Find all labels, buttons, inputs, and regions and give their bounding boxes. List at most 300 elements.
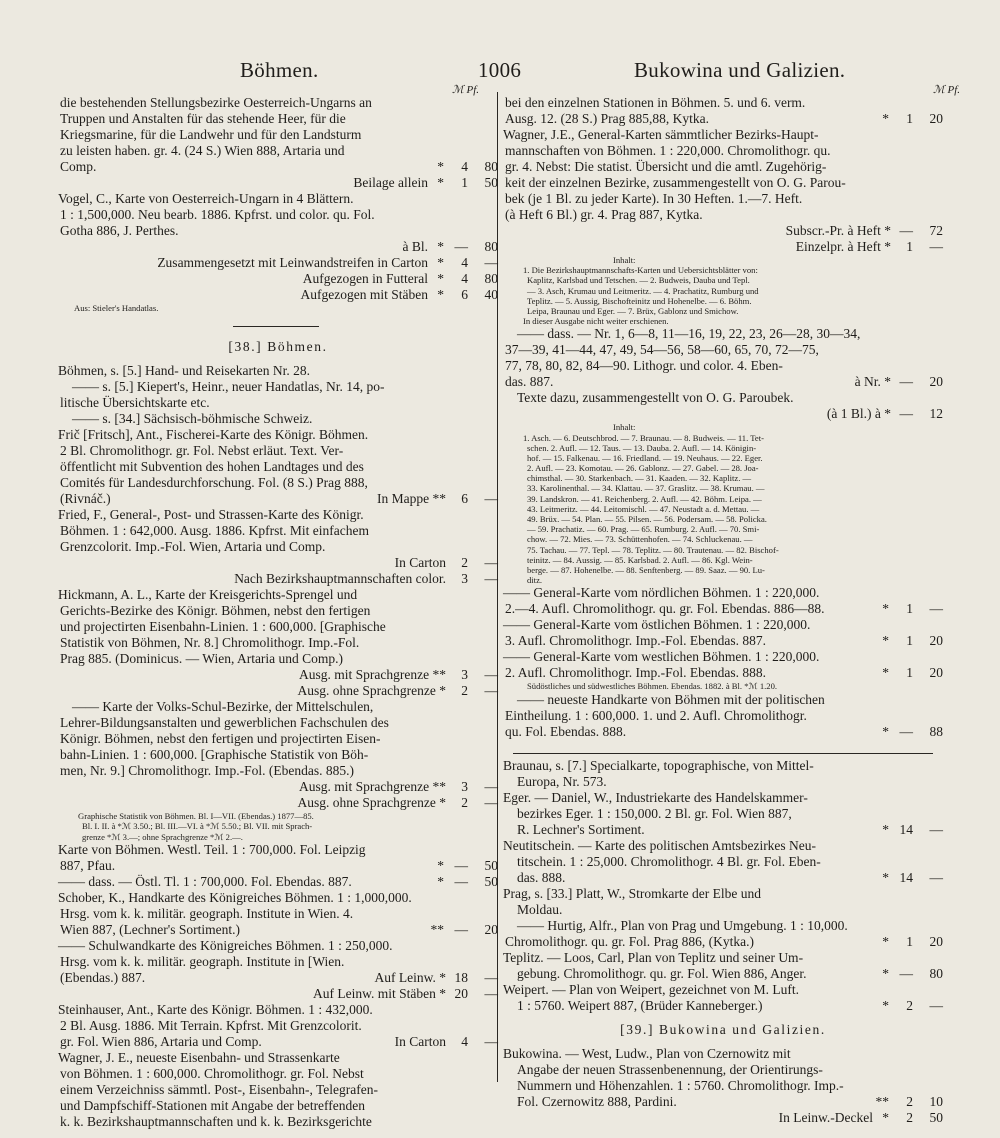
- running-head-left: Böhmen.: [240, 58, 319, 82]
- line-text: —— General-Karte vom westlichen Böhmen. 1 : 220,000.: [503, 649, 820, 665]
- line-text: Ausg. mit Sprachgrenze **: [299, 667, 446, 683]
- line-text: Comités für Landesdurchforschung. Fol. (8 S.) Prag 888,: [60, 475, 368, 491]
- catalog-line: [58, 363, 498, 379]
- catalog-line: [58, 832, 498, 842]
- catalog-line: [503, 358, 943, 374]
- catalog-line: [503, 342, 943, 358]
- line-text: Truppen und Anstalten für das stehende Heer, für die: [60, 111, 346, 126]
- price-pfennig-value: 80: [484, 159, 498, 174]
- line-text: Eintheilung. 1 : 600,000. 1. und 2. Aufl. Chromolithogr.: [505, 707, 807, 723]
- catalog-line: [503, 143, 943, 159]
- catalog-line: [503, 918, 943, 934]
- catalog-line: [58, 303, 498, 313]
- catalog-line: [58, 175, 498, 191]
- catalog-line: [503, 758, 943, 774]
- line-text: keit der einzelnen Bezirke, zusammengestellt von O. G. Parou-: [505, 175, 846, 190]
- section-rule: [58, 321, 498, 331]
- line-text: Prag, s. [33.] Platt, W., Stromkarte der Elbe und: [503, 885, 761, 901]
- price-pfennig-value: 50: [484, 873, 498, 889]
- catalog-line: [58, 922, 498, 938]
- catalog-line: [58, 239, 498, 255]
- section-heading: [38.] Böhmen.: [228, 339, 328, 355]
- price-mark-value: —: [899, 374, 913, 390]
- price-pfennig-value: 20: [929, 633, 943, 649]
- catalog-line: [503, 708, 943, 724]
- line-text: (à 1 Bl.) à *: [826, 406, 891, 422]
- price-mark: *: [437, 857, 444, 873]
- line-text: 2.—4. Aufl. Chromolithogr. qu. gr. Fol. Ebendas. 886—88.: [505, 601, 825, 617]
- catalog-line: [58, 970, 498, 986]
- line-text: —— neueste Handkarte von Böhmen mit der politischen: [517, 691, 825, 707]
- line-text: 77, 78, 80, 82, 84—90. Lithogr. und color. 4. Eben-: [505, 358, 783, 374]
- price-mark: *: [437, 271, 444, 286]
- line-text: bei den einzelnen Stationen in Böhmen. 5. und 6. verm.: [505, 95, 806, 110]
- price-pfennig-value: 12: [929, 406, 943, 422]
- catalog-line: [58, 287, 498, 303]
- price-mark-value: 4: [461, 271, 468, 286]
- price-pfennig-value: 20: [929, 111, 943, 126]
- catalog-line: [503, 617, 943, 633]
- line-text: Aus: Stieler's Handatlas.: [74, 303, 159, 313]
- line-text: In Carton: [394, 555, 446, 571]
- catalog-line: [58, 95, 498, 111]
- line-text: Comp.: [60, 159, 97, 174]
- catalog-line: [58, 271, 498, 287]
- catalog-line: [503, 1078, 943, 1094]
- catalog-line: [58, 555, 498, 571]
- line-text: In Leinw.-Deckel: [778, 1109, 873, 1125]
- line-text: Ausg. ohne Sprachgrenze *: [297, 795, 446, 811]
- catalog-line: [503, 207, 943, 223]
- catalog-line: [58, 842, 498, 858]
- line-text: R. Lechner's Sortiment.: [517, 821, 645, 837]
- price-pfennig-value: —: [929, 239, 943, 254]
- price-qualifier: à Nr. *: [854, 374, 891, 390]
- catalog-line: [503, 886, 943, 902]
- catalog-line: [58, 1098, 498, 1114]
- catalog-line: [503, 111, 943, 127]
- price-pfennig-value: 72: [929, 223, 943, 238]
- catalog-line: [58, 747, 498, 763]
- price-mark: *: [882, 821, 889, 837]
- catalog-line: [503, 390, 943, 406]
- catalog-line: [503, 1110, 943, 1126]
- catalog-line: [503, 504, 943, 514]
- catalog-line: [503, 433, 943, 443]
- line-text: bahn-Linien. 1 : 600,000. [Graphische Statistik von Böh-: [60, 747, 369, 763]
- line-text: das. 888.: [517, 869, 566, 885]
- line-text: —— Schulwandkarte des Königreiches Böhmen. 1 : 250,000.: [58, 937, 393, 953]
- line-text: 1 : 5760. Weipert 887, (Brüder Kanneberger.): [517, 997, 763, 1013]
- line-text: hof. — 15. Falkenau. — 16. Friedland. — 19. Neuhaus. — 22. Eger.: [527, 452, 763, 463]
- price-mark-value: —: [899, 223, 913, 238]
- catalog-line: [503, 127, 943, 143]
- catalog-line: [58, 427, 498, 443]
- catalog-line: [58, 143, 498, 159]
- line-text: Nummern und Höhenzahlen. 1 : 5760. Chromolithogr. Imp.-: [517, 1077, 844, 1093]
- catalog-line: [503, 406, 943, 422]
- catalog-line: [503, 191, 943, 207]
- line-text: Böhmen, s. [5.] Hand- und Reisekarten Nr. 28.: [58, 363, 310, 379]
- catalog-line: [503, 255, 943, 265]
- catalog-line: [58, 858, 498, 874]
- line-text: (Rivnáč.): [60, 491, 111, 507]
- line-text: Statistik von Böhmen, Nr. 8.] Chromolithogr. Imp.-Fol.: [60, 635, 360, 651]
- price-mark-value: 1: [906, 665, 913, 681]
- line-text: 1. Asch. — 6. Deutschbrod. — 7. Braunau. — 8. Budweis. — 11. Tet-: [523, 432, 764, 443]
- currency-label-left: ℳ Pf.: [452, 84, 480, 96]
- line-text: Fried, F., General-, Post- und Strassen-Karte des Königr.: [58, 507, 364, 523]
- catalog-line: [503, 902, 943, 918]
- catalog-line: [503, 790, 943, 806]
- price-qualifier: In Mappe **: [377, 491, 446, 507]
- line-text: schen. 2. Aufl. — 12. Taus. — 13. Dauba. 2. Aufl. — 14. Königin-: [527, 442, 757, 453]
- catalog-line: [503, 316, 943, 326]
- catalog-line: [58, 603, 498, 619]
- line-text: Ausg. 12. (28 S.) Prag 885,88, Kytka.: [505, 111, 709, 126]
- line-text: bek (je 1 Bl. zu jeder Karte). In 30 Heften. 1.—7. Heft.: [505, 191, 803, 206]
- line-text: Inhalt:: [613, 422, 636, 433]
- line-text: Weipert. — Plan von Weipert, gezeichnet von M. Luft.: [503, 981, 799, 997]
- catalog-line: [58, 731, 498, 747]
- price-mark: *: [882, 665, 889, 681]
- catalog-line: [503, 649, 943, 665]
- line-text: das. 887.: [505, 374, 554, 390]
- line-text: Ausg. ohne Sprachgrenze *: [297, 683, 446, 699]
- line-text: —— Karte der Volks-Schul-Bezirke, der Mittelschulen,: [72, 699, 374, 715]
- line-text: men, Nr. 9.] Chromolithogr. Imp.-Fol. (Ebendas. 885.): [60, 763, 354, 779]
- line-text: —— dass. — Nr. 1, 6—8, 11—16, 19, 22, 23, 26—28, 30—34,: [517, 326, 861, 342]
- catalog-line: [58, 507, 498, 523]
- price-mark-value: —: [899, 406, 913, 422]
- line-text: Subscr.-Pr. à Heft *: [785, 223, 891, 238]
- currency-label-right: ℳ Pf.: [933, 84, 961, 96]
- line-text: 49. Brüx. — 54. Plan. — 55. Pilsen. — 56. Podersam. — 58. Policka.: [527, 514, 767, 524]
- price-mark-value: 1: [906, 933, 913, 949]
- line-text: ditz.: [527, 575, 543, 586]
- price-pfennig-value: 20: [929, 933, 943, 949]
- catalog-line: [503, 724, 943, 740]
- line-text: Aufgezogen in Futteral: [302, 271, 428, 286]
- line-text: 75. Tachau. — 77. Tepl. — 78. Teplitz. — 80. Trautenau. — 82. Bischof-: [527, 544, 779, 555]
- line-text: 2. Aufl. Chromolithogr. Imp.-Fol. Ebendas. 888.: [505, 665, 766, 681]
- catalog-line: [503, 692, 943, 708]
- line-text: Neutitschein. — Karte des politischen Amtsbezirkes Neu-: [503, 837, 817, 853]
- catalog-line: [58, 779, 498, 795]
- line-text: Kaplitz, Karlsbad und Tetschen. — 2. Budweis, Dauba und Tepl.: [527, 275, 750, 286]
- line-text: Karte von Böhmen. Westl. Teil. 1 : 700,000. Fol. Leipzig: [58, 841, 366, 857]
- catalog-line: [503, 555, 943, 565]
- catalog-line: [503, 306, 943, 316]
- line-text: — 3. Asch, Krumau und Leitmeritz. — 4. Prachatitz, Rumburg und: [527, 285, 759, 296]
- catalog-line: [503, 1062, 943, 1078]
- catalog-line: [58, 191, 498, 207]
- price-mark: *: [882, 1109, 889, 1125]
- price-mark-value: 2: [906, 1109, 913, 1125]
- catalog-line: [503, 239, 943, 255]
- line-text: grenze *ℳ 3.—; ohne Sprachgrenze *ℳ 2.—.: [82, 831, 243, 842]
- catalog-line: [503, 822, 943, 838]
- line-text: Einzelpr. à Heft *: [795, 239, 891, 254]
- price-pfennig-value: —: [484, 667, 498, 683]
- left-column: [58, 95, 498, 1130]
- price-pfennig-value: —: [484, 491, 498, 507]
- catalog-line: [503, 175, 943, 191]
- price-pfennig-value: —: [484, 255, 498, 270]
- spacer: [58, 355, 498, 363]
- line-text: Lehrer-Bildungsanstalten und gewerblichen Fachschulen des: [60, 715, 389, 731]
- line-text: 2 Bl. Chromolithogr. gr. Fol. Nebst erläut. Text. Ver-: [60, 443, 344, 459]
- catalog-line: [58, 1114, 498, 1130]
- line-text: einem Verzeichniss sämmtl. Post-, Eisenbahn-, Telegrafen-: [60, 1081, 378, 1097]
- spacer: [503, 740, 943, 748]
- price-mark-value: 1: [906, 111, 913, 126]
- catalog-line: [503, 665, 943, 681]
- price-pfennig-value: 20: [484, 921, 498, 937]
- line-text: —— dass. — Östl. Tl. 1 : 700,000. Fol. Ebendas. 887.: [58, 873, 352, 889]
- catalog-line: [503, 585, 943, 601]
- line-text: Ausg. mit Sprachgrenze **: [299, 779, 446, 795]
- line-text: — 59. Prachatiz. — 60. Prag. — 65. Rumburg. 2. Aufl. — 70. Smi-: [527, 524, 760, 535]
- line-text: Auf Leinw. mit Stäben *: [313, 985, 446, 1001]
- line-text: Böhmen. 1 : 642,000. Ausg. 1886. Kpfrst. Mit einfachem: [60, 523, 369, 539]
- catalog-line: [58, 874, 498, 890]
- price-mark-value: 6: [461, 491, 468, 507]
- catalog-line: [58, 938, 498, 954]
- line-text: litische Übersichtskarte etc.: [60, 395, 210, 411]
- catalog-line: [503, 514, 943, 524]
- catalog-line: [58, 339, 498, 355]
- line-text: die bestehenden Stellungsbezirke Oesterreich-Ungarns an: [60, 95, 372, 110]
- price-mark-value: 1: [906, 239, 913, 254]
- price-pfennig-value: 50: [484, 857, 498, 873]
- price-pfennig-value: —: [929, 869, 943, 885]
- line-text: teinitz. — 84. Aussig. — 85. Karlsbad. 2. Aufl. — 86. Kgl. Wein-: [527, 554, 753, 565]
- price-mark: *: [437, 159, 444, 174]
- line-text: chimsthal. — 30. Starkenbach. — 31. Kaaden. — 32. Kaplitz. —: [527, 473, 752, 484]
- line-text: Hrsg. vom k. k. militär. geograph. Institute in Wien. 4.: [60, 905, 354, 921]
- catalog-line: [503, 545, 943, 555]
- price-mark: *: [437, 175, 444, 190]
- price-pfennig-value: —: [929, 601, 943, 617]
- line-text: k. k. Bezirkshauptmannschaften und k. k. Bezirksgerichte: [60, 1113, 372, 1129]
- catalog-line: [58, 223, 498, 239]
- catalog-line: [58, 1034, 498, 1050]
- price-pfennig-value: 50: [484, 175, 498, 190]
- line-text: Braunau, s. [7.] Specialkarte, topographische, von Mittel-: [503, 757, 814, 773]
- price-mark: *: [437, 255, 444, 270]
- price-mark: *: [882, 601, 889, 617]
- catalog-line: [58, 395, 498, 411]
- spacer: [58, 331, 498, 339]
- price-mark-value: —: [454, 239, 468, 254]
- spacer: [503, 1014, 943, 1022]
- catalog-line: [503, 870, 943, 886]
- price-pfennig-value: 50: [929, 1109, 943, 1125]
- price-pfennig-value: —: [929, 821, 943, 837]
- catalog-line: [503, 982, 943, 998]
- catalog-line: [58, 795, 498, 811]
- line-text: Frič [Fritsch], Ant., Fischerei-Karte des Königr. Böhmen.: [58, 427, 369, 443]
- catalog-line: [503, 854, 943, 870]
- catalog-line: [503, 524, 943, 534]
- line-text: Bukowina. — West, Ludw., Plan von Czernowitz mit: [503, 1045, 791, 1061]
- spacer: [503, 1038, 943, 1046]
- catalog-line: [58, 667, 498, 683]
- line-text: 3. Aufl. Chromolithogr. Imp.-Fol. Ebendas. 887.: [505, 633, 766, 649]
- price-pfennig-value: —: [484, 985, 498, 1001]
- price-pfennig-value: 20: [929, 374, 943, 390]
- price-pfennig-value: —: [484, 779, 498, 795]
- catalog-line: [503, 463, 943, 473]
- catalog-line: [503, 494, 943, 504]
- price-mark: *: [882, 869, 889, 885]
- catalog-line: [58, 1018, 498, 1034]
- price-pfennig-value: 88: [929, 723, 943, 739]
- line-text: Beilage allein: [353, 175, 428, 190]
- catalog-line: [503, 286, 943, 296]
- catalog-line: [58, 111, 498, 127]
- line-text: Wagner, J.E., General-Karten sämmtlicher Bezirks-Haupt-: [503, 127, 819, 142]
- catalog-line: [503, 453, 943, 463]
- catalog-line: [503, 374, 943, 390]
- price-pfennig-value: 80: [484, 239, 498, 254]
- price-pfennig-value: —: [484, 969, 498, 985]
- line-text: gr. 4. Nebst: Die statist. Übersicht und die amtl. Zugehörig-: [505, 159, 827, 174]
- price-pfennig-value: —: [484, 571, 498, 587]
- line-text: Teplitz. — 5. Aussig, Bischofteinitz und Hohenelbe. — 6. Böhm.: [527, 295, 752, 306]
- catalog-line: [58, 207, 498, 223]
- catalog-line: [58, 954, 498, 970]
- line-text: Grenzcolorit. Imp.-Fol. Wien, Artaria und Comp.: [60, 539, 326, 555]
- price-mark-value: 20: [454, 985, 468, 1001]
- catalog-line: [58, 1050, 498, 1066]
- catalog-line: [58, 986, 498, 1002]
- catalog-line: [58, 1002, 498, 1018]
- catalog-line: [503, 633, 943, 649]
- line-text: Teplitz. — Loos, Carl, Plan von Teplitz und seiner Um-: [503, 949, 804, 965]
- catalog-line: [58, 619, 498, 635]
- catalog-line: [503, 966, 943, 982]
- catalog-line: [58, 763, 498, 779]
- line-text: Leipa, Braunau und Eger. — 7. Brüx, Gablonz und Smichow.: [527, 305, 739, 316]
- price-mark-value: 6: [461, 287, 468, 302]
- price-mark-value: —: [454, 873, 468, 889]
- catalog-line: [503, 838, 943, 854]
- price-mark-value: 1: [906, 633, 913, 649]
- line-text: titschein. 1 : 25,000. Chromolithogr. 4 Bl. gr. Fol. Eben-: [517, 853, 821, 869]
- line-text: Texte dazu, zusammengestellt von O. G. Paroubek.: [517, 390, 794, 406]
- catalog-line: [58, 683, 498, 699]
- price-pfennig-value: —: [484, 795, 498, 811]
- catalog-line: [503, 1046, 943, 1062]
- price-pfennig-value: —: [484, 1033, 498, 1049]
- catalog-line: [58, 811, 498, 821]
- line-text: bezirkes Eger. 1 : 150,000. 2 Bl. gr. Fol. Wien 887,: [517, 805, 792, 821]
- line-text: Fol. Czernowitz 888, Pardini.: [517, 1093, 677, 1109]
- line-text: von Böhmen. 1 : 600,000. Chromolithogr. gr. Fol. Nebst: [60, 1065, 364, 1081]
- line-text: 2 Bl. Ausg. 1886. Mit Terrain. Kpfrst. Mit Grenzcolorit.: [60, 1017, 362, 1033]
- line-text: Graphische Statistik von Böhmen. Bl. I—VII. (Ebendas.) 1877—85.: [78, 811, 314, 822]
- catalog-line: [58, 715, 498, 731]
- line-text: 43. Leitmeritz. — 44. Leitomischl. — 47. Neustadt a. d. Mettau. —: [527, 503, 760, 514]
- price-qualifier: Auf Leinw. *: [374, 969, 446, 985]
- line-text: 1 : 1,500,000. Neu bearb. 1886. Kpfrst. und color. qu. Fol.: [60, 207, 375, 222]
- line-text: Südöstliches und südwestliches Böhmen. Ebendas. 1882. à Bl. *ℳ 1.20.: [527, 681, 778, 692]
- catalog-line: [503, 1094, 943, 1110]
- price-mark-value: 2: [461, 555, 468, 571]
- catalog-line: [503, 223, 943, 239]
- catalog-line: [58, 379, 498, 395]
- line-text: Zusammengesetzt mit Leinwandstreifen in Carton: [157, 255, 428, 270]
- right-column: [503, 95, 943, 1126]
- line-text: 39. Landskron. — 41. Reichenberg. 2. Aufl. — 42. Böhm. Leipa. —: [527, 493, 762, 504]
- price-pfennig-value: —: [929, 997, 943, 1013]
- catalog-line: [58, 443, 498, 459]
- catalog-line: [503, 998, 943, 1014]
- price-mark-value: —: [899, 723, 913, 739]
- line-text: und Dampfschiff-Stationen mit Angabe der betreffenden: [60, 1097, 366, 1113]
- price-mark-value: 4: [461, 1033, 468, 1049]
- catalog-line: [58, 821, 498, 831]
- line-text: Chromolithogr. qu. gr. Fol. Prag 886, (Kytka.): [505, 933, 754, 949]
- catalog-line: [58, 475, 498, 491]
- line-text: Moldau.: [517, 901, 563, 917]
- price-mark-value: 3: [461, 667, 468, 683]
- line-text: Eger. — Daniel, W., Industriekarte des Handelskammer-: [503, 789, 808, 805]
- line-text: gebung. Chromolithogr. qu. gr. Fol. Wien 886, Anger.: [517, 965, 807, 981]
- catalog-line: [58, 1066, 498, 1082]
- catalog-line: [503, 443, 943, 453]
- price-pfennig-value: 40: [484, 287, 498, 302]
- catalog-line: [503, 1022, 943, 1038]
- catalog-line: [58, 159, 498, 175]
- line-text: à Bl.: [402, 239, 428, 254]
- catalog-line: [503, 806, 943, 822]
- line-text: zu leisten haben. gr. 4. (24 S.) Wien 888, Artaria und: [60, 143, 345, 158]
- catalog-line: [503, 575, 943, 585]
- line-text: Angabe der neuen Strassenbenennung, der Orientirungs-: [517, 1061, 823, 1077]
- running-head-right: Bukowina und Galizien.: [634, 58, 846, 82]
- line-text: 33. Karolinenthal. — 34. Klattau. — 37. Graslitz. — 38. Krumau. —: [527, 483, 765, 494]
- line-text: Gotha 886, J. Perthes.: [60, 223, 179, 238]
- line-text: —— General-Karte vom östlichen Böhmen. 1 : 220,000.: [503, 617, 811, 633]
- catalog-line: [58, 699, 498, 715]
- catalog-line: [58, 491, 498, 507]
- price-mark-value: 4: [461, 159, 468, 174]
- price-mark-value: 14: [899, 869, 913, 885]
- price-mark: *: [437, 287, 444, 302]
- line-text: —— General-Karte vom nördlichen Böhmen. 1 : 220,000.: [503, 585, 820, 601]
- price-mark-value: 2: [461, 795, 468, 811]
- price-mark-value: 4: [461, 255, 468, 270]
- catalog-line: [58, 587, 498, 603]
- price-mark: *: [882, 965, 889, 981]
- price-mark: *: [882, 997, 889, 1013]
- line-text: Königr. Böhmen, nebst den fertigen und projectirten Eisen-: [60, 731, 381, 747]
- catalog-line: [58, 411, 498, 427]
- price-mark: *: [882, 723, 889, 739]
- price-mark-value: 3: [461, 779, 468, 795]
- line-text: 1. Die Bezirkshauptmannschafts-Karten und Uebersichtsblätter von:: [523, 265, 758, 276]
- catalog-line: [503, 265, 943, 275]
- catalog-line: [503, 681, 943, 691]
- price-mark-value: —: [454, 921, 468, 937]
- price-pfennig-value: 80: [484, 271, 498, 286]
- catalog-line: [503, 934, 943, 950]
- line-text: gr. Fol. Wien 886, Artaria und Comp.: [60, 1033, 262, 1049]
- catalog-line: [58, 571, 498, 587]
